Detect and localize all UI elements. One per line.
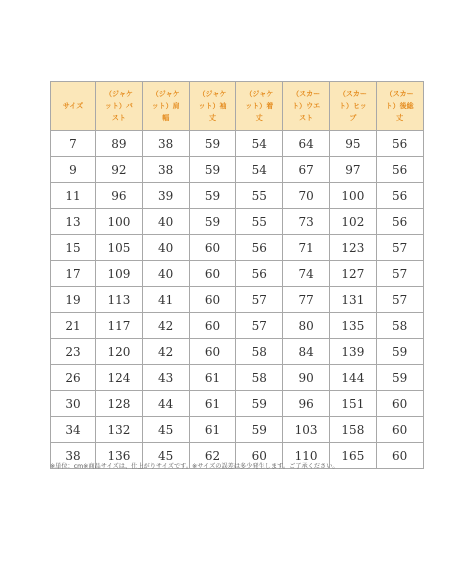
measurement-cell: 135 <box>329 313 376 339</box>
measurement-cell: 60 <box>189 235 236 261</box>
size-table <box>50 81 424 469</box>
table-header-row <box>51 82 424 131</box>
measurement-cell: 89 <box>96 131 143 157</box>
measurement-cell: 70 <box>283 183 330 209</box>
measurement-cell: 59 <box>189 131 236 157</box>
measurement-cell: 59 <box>376 339 423 365</box>
column-header-line: プ <box>349 114 357 122</box>
table-row <box>51 417 424 443</box>
column-header <box>236 82 283 131</box>
measurement-cell: 59 <box>376 365 423 391</box>
measurement-cell: 59 <box>189 209 236 235</box>
table-row <box>51 365 424 391</box>
size-cell: 23 <box>51 339 96 365</box>
column-header-line: （スカー <box>338 90 367 98</box>
measurement-cell: 56 <box>236 235 283 261</box>
column-header-line: （ジャケ <box>104 90 133 98</box>
measurement-cell: 45 <box>142 417 189 443</box>
column-header-line: ト）ウエ <box>292 102 321 110</box>
measurement-cell: 97 <box>329 157 376 183</box>
column-header-line: （ジャケ <box>198 90 227 98</box>
measurement-cell: 144 <box>329 365 376 391</box>
table-row <box>51 339 424 365</box>
column-header-line: （ジャケ <box>151 90 180 98</box>
measurement-cell: 90 <box>283 365 330 391</box>
measurement-cell: 103 <box>283 417 330 443</box>
column-header-line: ト）後総 <box>385 102 414 110</box>
measurement-cell: 58 <box>236 339 283 365</box>
footnote: ※単位：cm※商品サイズは、仕上がりサイズです。※サイズの誤差は多少発生します。ご了承ください。 <box>50 463 339 470</box>
measurement-cell: 38 <box>142 157 189 183</box>
size-cell: 30 <box>51 391 96 417</box>
measurement-cell: 73 <box>283 209 330 235</box>
column-header-line: （ジャケ <box>245 90 274 98</box>
size-cell: 9 <box>51 157 96 183</box>
measurement-cell: 60 <box>189 339 236 365</box>
measurement-cell: 113 <box>96 287 143 313</box>
column-header-line: 丈 <box>255 114 263 122</box>
measurement-cell: 74 <box>283 261 330 287</box>
measurement-cell: 132 <box>96 417 143 443</box>
measurement-cell: 42 <box>142 313 189 339</box>
measurement-cell: 60 <box>236 443 283 469</box>
measurement-cell: 58 <box>376 313 423 339</box>
measurement-cell: 60 <box>376 391 423 417</box>
column-header-line: ト）ヒッ <box>338 102 367 110</box>
measurement-cell: 136 <box>96 443 143 469</box>
column-header-line: スト <box>111 114 126 122</box>
measurement-cell: 117 <box>96 313 143 339</box>
table-row <box>51 131 424 157</box>
size-cell: 7 <box>51 131 96 157</box>
measurement-cell: 131 <box>329 287 376 313</box>
column-header <box>142 82 189 131</box>
measurement-cell: 124 <box>96 365 143 391</box>
measurement-cell: 102 <box>329 209 376 235</box>
measurement-cell: 56 <box>376 157 423 183</box>
size-cell: 13 <box>51 209 96 235</box>
column-header <box>376 82 423 131</box>
measurement-cell: 61 <box>189 391 236 417</box>
measurement-cell: 60 <box>189 313 236 339</box>
measurement-cell: 127 <box>329 261 376 287</box>
size-cell: 26 <box>51 365 96 391</box>
table-row <box>51 313 424 339</box>
measurement-cell: 54 <box>236 131 283 157</box>
measurement-cell: 56 <box>376 183 423 209</box>
measurement-cell: 40 <box>142 235 189 261</box>
measurement-cell: 41 <box>142 287 189 313</box>
measurement-cell: 67 <box>283 157 330 183</box>
measurement-cell: 59 <box>236 417 283 443</box>
table-row <box>51 209 424 235</box>
column-header <box>189 82 236 131</box>
measurement-cell: 109 <box>96 261 143 287</box>
measurement-cell: 60 <box>376 417 423 443</box>
measurement-cell: 128 <box>96 391 143 417</box>
measurement-cell: 62 <box>189 443 236 469</box>
measurement-cell: 151 <box>329 391 376 417</box>
measurement-cell: 56 <box>236 261 283 287</box>
measurement-cell: 59 <box>236 391 283 417</box>
size-cell: 17 <box>51 261 96 287</box>
measurement-cell: 61 <box>189 365 236 391</box>
size-cell: 34 <box>51 417 96 443</box>
table-row <box>51 235 424 261</box>
table-row <box>51 391 424 417</box>
measurement-cell: 61 <box>189 417 236 443</box>
column-header <box>96 82 143 131</box>
measurement-cell: 40 <box>142 261 189 287</box>
measurement-cell: 71 <box>283 235 330 261</box>
measurement-cell: 96 <box>96 183 143 209</box>
column-header-line: ット）肩 <box>151 102 180 110</box>
measurement-cell: 100 <box>96 209 143 235</box>
size-cell: 21 <box>51 313 96 339</box>
measurement-cell: 57 <box>376 261 423 287</box>
measurement-cell: 158 <box>329 417 376 443</box>
measurement-cell: 56 <box>376 131 423 157</box>
size-cell: 11 <box>51 183 96 209</box>
measurement-cell: 39 <box>142 183 189 209</box>
measurement-cell: 59 <box>189 157 236 183</box>
measurement-cell: 60 <box>376 443 423 469</box>
measurement-cell: 55 <box>236 183 283 209</box>
measurement-cell: 105 <box>96 235 143 261</box>
measurement-cell: 60 <box>189 287 236 313</box>
column-header-line: 幅 <box>162 114 170 122</box>
measurement-cell: 120 <box>96 339 143 365</box>
measurement-cell: 38 <box>142 131 189 157</box>
column-header <box>51 82 96 131</box>
table-row <box>51 157 424 183</box>
column-header-line: （スカー <box>292 90 321 98</box>
measurement-cell: 100 <box>329 183 376 209</box>
measurement-cell: 56 <box>376 209 423 235</box>
size-cell: 38 <box>51 443 96 469</box>
table-row <box>51 183 424 209</box>
measurement-cell: 77 <box>283 287 330 313</box>
measurement-cell: 40 <box>142 209 189 235</box>
measurement-cell: 59 <box>189 183 236 209</box>
column-header-line: ット）袖 <box>198 102 227 110</box>
column-header-line: （スカー <box>385 90 414 98</box>
measurement-cell: 57 <box>376 235 423 261</box>
size-cell: 15 <box>51 235 96 261</box>
measurement-cell: 110 <box>283 443 330 469</box>
measurement-cell: 44 <box>142 391 189 417</box>
measurement-cell: 58 <box>236 365 283 391</box>
measurement-cell: 55 <box>236 209 283 235</box>
column-header <box>329 82 376 131</box>
measurement-cell: 80 <box>283 313 330 339</box>
column-header-line: ット）バ <box>104 102 133 110</box>
measurement-cell: 43 <box>142 365 189 391</box>
measurement-cell: 95 <box>329 131 376 157</box>
measurement-cell: 96 <box>283 391 330 417</box>
measurement-cell: 60 <box>189 261 236 287</box>
measurement-cell: 84 <box>283 339 330 365</box>
measurement-cell: 57 <box>236 287 283 313</box>
column-header-line: スト <box>299 114 314 122</box>
column-header <box>283 82 330 131</box>
measurement-cell: 42 <box>142 339 189 365</box>
column-header-line: 丈 <box>208 114 216 122</box>
measurement-cell: 92 <box>96 157 143 183</box>
measurement-cell: 139 <box>329 339 376 365</box>
table-row <box>51 287 424 313</box>
table-row <box>51 261 424 287</box>
column-header-line: サイズ <box>62 102 84 110</box>
column-header-line: ット）着 <box>245 102 274 110</box>
size-cell: 19 <box>51 287 96 313</box>
measurement-cell: 45 <box>142 443 189 469</box>
measurement-cell: 57 <box>236 313 283 339</box>
measurement-cell: 57 <box>376 287 423 313</box>
measurement-cell: 165 <box>329 443 376 469</box>
measurement-cell: 54 <box>236 157 283 183</box>
column-header-line: 丈 <box>396 114 404 122</box>
measurement-cell: 123 <box>329 235 376 261</box>
measurement-cell: 64 <box>283 131 330 157</box>
